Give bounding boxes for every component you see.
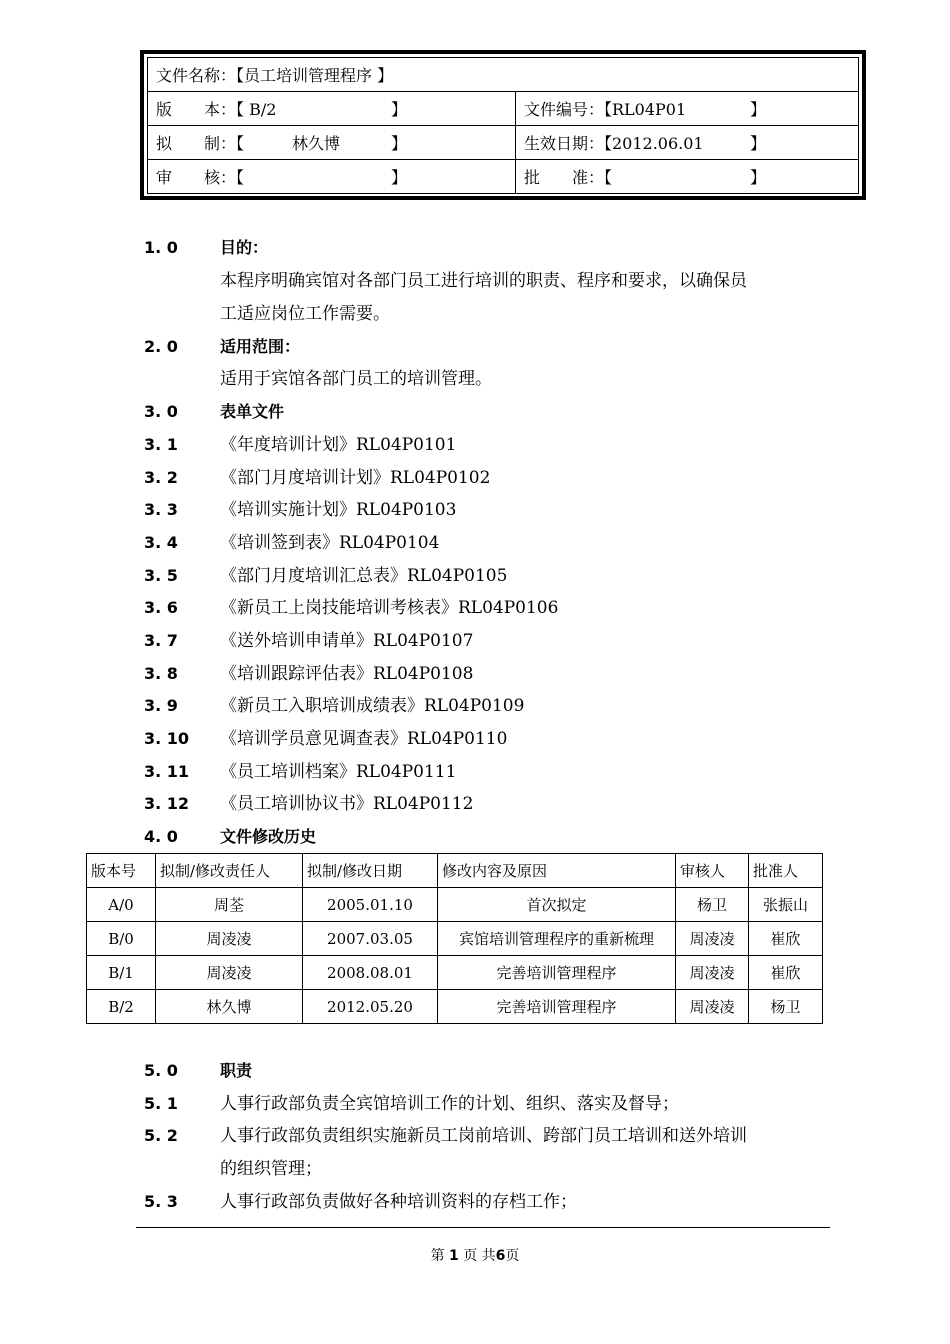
approver-cell [516,160,859,194]
table-cell: 周凌凌 [156,922,303,956]
form-list-item [0,788,950,820]
body-text: 的组织管理； [220,1159,322,1179]
table-cell: B/2 [87,990,156,1024]
item-number: 3. 3 [144,500,178,519]
page-prefix: 第 [430,1248,445,1264]
table-cell: 杨卫 [749,990,823,1024]
section-4-heading [0,821,950,853]
form-title: 《员工培训档案》RL04P0111 [220,762,457,782]
approver-label: 批 准：【 [524,168,613,187]
form-list-item [0,592,950,624]
form-title: 《部门月度培训汇总表》RL04P0105 [220,566,508,586]
table-cell: 完善培训管理程序 [438,956,676,990]
section-number: 3. 0 [144,402,178,421]
body-text: 人事行政部负责全宾馆培训工作的计划、组织、落实及督导； [220,1094,679,1114]
column-header: 版本号 [87,854,156,888]
table-cell: 首次拟定 [438,888,676,922]
item-number: 5. 2 [144,1126,178,1145]
version-bracket: 】 [390,100,407,119]
item-number: 3. 11 [144,762,190,781]
body-text: 人事行政部负责做好各种培训资料的存档工作； [220,1192,577,1212]
responsibility-item-continued [0,1153,950,1185]
item-number: 3. 1 [144,435,178,454]
section-number: 4. 0 [144,827,178,846]
section-title: 职责 [220,1061,253,1080]
item-number: 3. 2 [144,468,178,487]
reviewer-label: 审 核：【 [156,168,245,187]
section-number: 1. 0 [144,238,178,257]
responsibility-item [0,1120,950,1152]
form-title: 《年度培训计划》RL04P0101 [220,435,457,455]
body-text: 本程序明确宾馆对各部门员工进行培训的职责、程序和要求，以确保员 [220,271,747,291]
table-cell: 2005.01.10 [303,888,438,922]
effective-date-bracket: 】 [749,134,766,153]
section-3-heading [0,396,950,428]
responsibility-item [0,1088,950,1120]
file-no-bracket: 】 [749,100,766,119]
column-header: 审核人 [676,854,749,888]
form-title: 《新员工上岗技能培训考核表》RL04P0106 [220,598,559,618]
column-header: 拟制/修改日期 [303,854,438,888]
reviewer-bracket: 】 [390,168,407,187]
drafter-label: 拟 制：【 林久博 [156,134,341,153]
section-title: 文件修改历史 [220,827,317,846]
table-cell: A/0 [87,888,156,922]
table-cell: 周荃 [156,888,303,922]
form-title: 《培训跟踪评估表》RL04P0108 [220,664,474,684]
page-footer [0,1245,950,1265]
version-cell [148,92,516,126]
header-table [147,57,859,194]
section-2-body-line [0,363,950,395]
section-5-heading [0,1055,950,1087]
table-cell: 周凌凌 [156,956,303,990]
file-name-cell: 文件名称：【员工培训管理程序 】 [148,58,859,92]
form-list-item [0,560,950,592]
item-number: 3. 4 [144,533,178,552]
item-number: 3. 9 [144,696,178,715]
column-header: 修改内容及原因 [438,854,676,888]
column-header: 拟制/修改责任人 [156,854,303,888]
item-number: 3. 10 [144,729,190,748]
table-row [87,990,823,1024]
approver-bracket: 】 [749,168,766,187]
responsibility-item [0,1186,950,1218]
form-title: 《培训实施计划》RL04P0103 [220,500,457,520]
table-row [87,922,823,956]
form-list-item [0,494,950,526]
body-text: 工适应岗位工作需要。 [220,304,390,324]
drafter-cell [148,126,516,160]
table-row [87,888,823,922]
file-no-cell [516,92,859,126]
section-number: 5. 0 [144,1061,178,1080]
table-cell: 2008.08.01 [303,956,438,990]
table-cell: B/0 [87,922,156,956]
version-label: 版 本：【 B/2 [156,100,277,119]
table-cell: 宾馆培训管理程序的重新梳理 [438,922,676,956]
page-mid: 页 共 [463,1248,496,1264]
item-number: 3. 12 [144,794,190,813]
table-cell: 崔欣 [749,922,823,956]
page-total: 6 [495,1248,506,1264]
table-cell: 完善培训管理程序 [438,990,676,1024]
table-row [87,956,823,990]
body-text: 人事行政部负责组织实施新员工岗前培训、跨部门员工培训和送外培训 [220,1126,747,1146]
item-number: 3. 8 [144,664,178,683]
form-list-item [0,429,950,461]
column-header: 批准人 [749,854,823,888]
form-list-item [0,625,950,657]
form-title: 《员工培训协议书》RL04P0112 [220,794,474,814]
form-title: 《部门月度培训计划》RL04P0102 [220,468,491,488]
effective-date-cell [516,126,859,160]
section-number: 2. 0 [144,337,178,356]
item-number: 3. 6 [144,598,178,617]
table-cell: 周凌凌 [676,990,749,1024]
footer-divider [136,1227,830,1228]
reviewer-cell [148,160,516,194]
form-title: 《培训学员意见调查表》RL04P0110 [220,729,508,749]
effective-date-label: 生效日期：【2012.06.01 [524,134,704,153]
item-number: 5. 1 [144,1094,178,1113]
item-number: 5. 3 [144,1192,178,1211]
page-suffix: 页 [505,1248,520,1264]
table-cell: B/1 [87,956,156,990]
file-no-label: 文件编号：【RL04P01 [524,100,687,119]
section-2-heading [0,331,950,363]
page-number: 1 [449,1248,459,1264]
form-title: 《新员工入职培训成绩表》RL04P0109 [220,696,525,716]
table-cell: 杨卫 [676,888,749,922]
table-cell: 2007.03.05 [303,922,438,956]
revision-history-table [86,853,823,1024]
table-cell: 2012.05.20 [303,990,438,1024]
table-cell: 崔欣 [749,956,823,990]
form-title: 《培训签到表》RL04P0104 [220,533,440,553]
form-list-item [0,723,950,755]
item-number: 3. 5 [144,566,178,585]
table-cell: 张振山 [749,888,823,922]
section-1-body-line [0,265,950,297]
section-1-heading [0,232,950,264]
body-text: 适用于宾馆各部门员工的培训管理。 [220,369,492,389]
form-list-item [0,527,950,559]
drafter-bracket: 】 [390,134,407,153]
document-header [140,50,866,200]
table-cell: 周凌凌 [676,922,749,956]
section-title: 表单文件 [220,402,285,421]
section-1-body-line [0,298,950,330]
form-list-item [0,462,950,494]
form-title: 《送外培训申请单》RL04P0107 [220,631,474,651]
form-list-item [0,690,950,722]
table-header-row [87,854,823,888]
item-number: 3. 7 [144,631,178,650]
table-cell: 周凌凌 [676,956,749,990]
table-cell: 林久博 [156,990,303,1024]
form-list-item [0,658,950,690]
section-title: 适用范围： [220,337,301,356]
form-list-item [0,756,950,788]
section-title: 目的： [220,238,269,257]
